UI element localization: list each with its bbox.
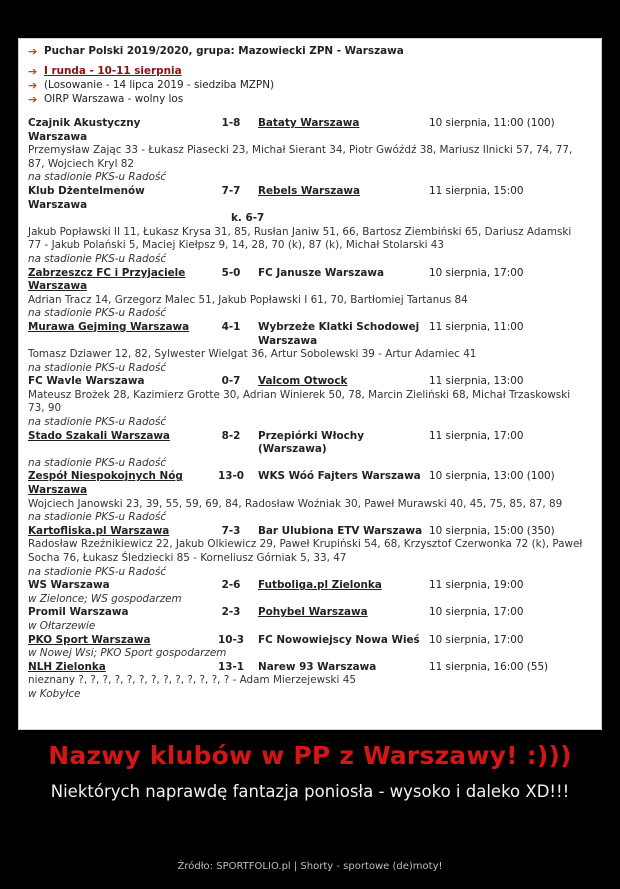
match-row bbox=[28, 267, 594, 294]
match-row bbox=[28, 321, 594, 348]
goal-scorers: 77 - Jakub Polański 5, Maciej Kiełpsz 9, 14, 28, 70 (k), 87 (k), Michał Stolarski 43 bbox=[28, 239, 444, 252]
home-team-name-line: Zespół Niespokojnych Nóg bbox=[28, 470, 183, 483]
home-team-name-line: WS Warszawa bbox=[28, 579, 110, 592]
header-line bbox=[28, 65, 594, 79]
arrow-right-icon: ➔ bbox=[28, 65, 38, 79]
home-team[interactable] bbox=[28, 430, 204, 444]
match-venue: w Nowej Wsi; PKO Sport gospodarzem bbox=[28, 647, 227, 660]
away-team bbox=[258, 321, 429, 348]
match-venue: na stadionie PKS-u Radość bbox=[28, 252, 167, 265]
header-line bbox=[28, 93, 594, 107]
match-row bbox=[28, 185, 594, 212]
match-date: 11 sierpnia, 11:00 bbox=[429, 320, 524, 333]
match-score: 5-0 bbox=[221, 266, 241, 279]
match-date: 11 sierpnia, 16:00 (55) bbox=[429, 660, 549, 673]
home-team-name-line: Warszawa bbox=[28, 484, 88, 497]
match-score: 2-3 bbox=[221, 606, 241, 619]
away-team-name-line: Futboliga.pl Zielonka bbox=[258, 579, 382, 592]
header-text: (Losowanie - 14 lipca 2019 - siedziba MZPN) bbox=[44, 79, 275, 92]
home-team-name-line: Promil Warszawa bbox=[28, 606, 129, 619]
match-row bbox=[28, 579, 594, 593]
match-score: 8-2 bbox=[221, 429, 241, 442]
match-row bbox=[28, 525, 594, 539]
away-team bbox=[258, 267, 429, 281]
home-team[interactable] bbox=[28, 525, 204, 539]
goal-scorers: Wojciech Janowski 23, 39, 55, 59, 69, 84, Radosław Woźniak 30, Paweł Murawski 40, 45, 75, 85, 87, 89 bbox=[28, 497, 563, 510]
home-team-name-line: PKO Sport Warszawa bbox=[28, 633, 151, 646]
home-team[interactable] bbox=[28, 661, 204, 675]
match-entry bbox=[28, 579, 594, 606]
home-team-name-line: Warszawa bbox=[28, 198, 88, 211]
match-entry bbox=[28, 606, 594, 633]
home-team[interactable] bbox=[28, 267, 204, 294]
match-score: 7-3 bbox=[221, 524, 241, 537]
match-score: 10-3 bbox=[217, 633, 244, 646]
source-credit: Źródło: SPORTFOLIO.pl | Shorty - sportowe (de)moty! bbox=[177, 861, 443, 872]
match-venue: na stadionie PKS-u Radość bbox=[28, 565, 167, 578]
penalty-result: k. 6-7 bbox=[231, 212, 265, 225]
away-team[interactable] bbox=[258, 579, 429, 593]
away-team bbox=[258, 525, 429, 539]
match-date: 10 sierpnia, 13:00 (100) bbox=[429, 470, 555, 483]
away-team-name-line: Bar Ulubiona ETV Warszawa bbox=[258, 524, 423, 537]
match-date: 10 sierpnia, 17:00 bbox=[429, 606, 524, 619]
match-entry bbox=[28, 525, 594, 579]
match-date: 10 sierpnia, 11:00 (100) bbox=[429, 117, 555, 129]
match-entry bbox=[28, 470, 594, 524]
goal-scorers: Radosław Rzeźnikiewicz 22, Jakub Olkiewicz 29, Paweł Krupiński 54, 68, Krzysztof Czerwonka 72 (k), Paweł bbox=[28, 538, 583, 551]
home-team bbox=[28, 606, 204, 620]
away-team-name-line: Przepiórki Włochy bbox=[258, 429, 364, 442]
home-team bbox=[28, 375, 204, 389]
match-score: 0-7 bbox=[221, 375, 241, 388]
match-row bbox=[28, 606, 594, 620]
away-team-name-line: Narew 93 Warszawa bbox=[258, 660, 377, 673]
match-row bbox=[28, 430, 594, 457]
away-team-name-line: Rebels Warszawa bbox=[258, 184, 360, 197]
away-team-name-line: FC Nowowiejscy Nowa Wieś bbox=[258, 633, 420, 646]
match-entry bbox=[28, 661, 594, 702]
away-team-name-line: Pohybel Warszawa bbox=[258, 606, 368, 619]
home-team-name-line: Warszawa bbox=[28, 130, 88, 143]
home-team-name-line: Kartofliska.pl Warszawa bbox=[28, 524, 170, 537]
match-score: 4-1 bbox=[221, 320, 241, 333]
caption-subtitle: Niektórych naprawdę fantazja poniosła - wysoko i daleko XD!!! bbox=[50, 782, 570, 801]
match-venue: na stadionie PKS-u Radość bbox=[28, 307, 167, 320]
home-team-name-line: NLH Zielonka bbox=[28, 660, 106, 673]
match-entry bbox=[28, 185, 594, 267]
away-team[interactable] bbox=[258, 606, 429, 620]
home-team-name-line: Murawa Gejming Warszawa bbox=[28, 320, 190, 333]
home-team-name-line: FC Wavle Warszawa bbox=[28, 375, 145, 388]
away-team-name-line: Wybrzeże Klatki Schodowej bbox=[258, 320, 420, 333]
away-team-name-line: FC Janusze Warszawa bbox=[258, 266, 384, 279]
match-score: 1-8 bbox=[221, 117, 241, 129]
header-line bbox=[28, 79, 594, 93]
header-text: Puchar Polski 2019/2020, grupa: Mazowiecki ZPN - Warszawa bbox=[44, 45, 404, 58]
match-venue: na stadionie PKS-u Radość bbox=[28, 171, 167, 184]
away-team-name-line: Warszawa bbox=[258, 334, 318, 347]
match-entry bbox=[28, 321, 594, 375]
away-team-name-line: Valcom Otwock bbox=[258, 375, 348, 388]
home-team-name-line: Stado Szakali Warszawa bbox=[28, 429, 170, 442]
goal-scorers: 73, 90 bbox=[28, 402, 62, 415]
header-line bbox=[28, 45, 594, 59]
match-date: 11 sierpnia, 15:00 bbox=[429, 184, 524, 197]
goal-scorers: nieznany ?, ?, ?, ?, ?, ?, ?, ?, ?, ?, ?, ?, ? - Adam Mierzejewski 45 bbox=[28, 674, 356, 687]
goal-scorers: Adrian Tracz 14, Grzegorz Malec 51, Jakub Popławski I 61, 70, Bartłomiej Tartanus 84 bbox=[28, 293, 468, 306]
match-venue: w Ołtarzewie bbox=[28, 619, 96, 632]
match-row bbox=[28, 117, 594, 144]
away-team bbox=[258, 634, 429, 648]
match-date: 10 sierpnia, 17:00 bbox=[429, 266, 524, 279]
match-venue: w Kobyłce bbox=[28, 687, 81, 700]
match-score: 2-6 bbox=[221, 579, 241, 592]
match-venue: na stadionie PKS-u Radość bbox=[28, 511, 167, 524]
match-score: 7-7 bbox=[221, 184, 241, 197]
away-team-name-line: (Warszawa) bbox=[258, 443, 327, 456]
match-row bbox=[28, 470, 594, 497]
away-team bbox=[258, 661, 429, 675]
goal-scorers: Tomasz Dziawer 12, 82, Sylwester Wielgat 36, Artur Sobolewski 39 - Artur Adamiec 41 bbox=[28, 348, 477, 361]
home-team-name-line: Warszawa bbox=[28, 280, 88, 293]
round-link[interactable]: I runda - 10-11 sierpnia bbox=[44, 65, 182, 78]
match-venue: na stadionie PKS-u Radość bbox=[28, 361, 167, 374]
match-entry bbox=[28, 634, 594, 661]
match-entry bbox=[28, 117, 594, 185]
match-date: 10 sierpnia, 17:00 bbox=[429, 633, 524, 646]
away-team-name-line: Bataty Warszawa bbox=[258, 117, 360, 129]
match-row bbox=[28, 661, 594, 675]
goal-scorers: Mateusz Brożek 28, Kazimierz Grotte 30, Adrian Winierek 50, 78, Marcin Zieliński 68, Michał Trzaskowski bbox=[28, 388, 571, 401]
away-team[interactable] bbox=[258, 185, 429, 199]
goal-scorers: Jakub Popławski II 11, Łukasz Krysa 31, 85, Rusłan Janiw 51, 66, Bartosz Ziembiński 65, Dariusz Adamski bbox=[28, 225, 572, 238]
arrow-right-icon: ➔ bbox=[28, 79, 38, 93]
match-row bbox=[28, 634, 594, 648]
home-team bbox=[28, 579, 204, 593]
home-team-name-line: Zabrzeszcz FC i Przyjaciele bbox=[28, 266, 186, 279]
screenshot-panel bbox=[18, 38, 602, 730]
goal-scorers: Socha 76, Łukasz Śledziecki 85 - Korneliusz Górniak 5, 33, 47 bbox=[28, 552, 347, 564]
match-score: 13-0 bbox=[217, 470, 244, 483]
match-venue: na stadionie PKS-u Radość bbox=[28, 416, 167, 429]
away-team[interactable] bbox=[258, 375, 429, 389]
match-entry bbox=[28, 430, 594, 471]
results-table bbox=[19, 39, 602, 702]
arrow-right-icon: ➔ bbox=[28, 45, 38, 59]
match-entry bbox=[28, 375, 594, 429]
match-row bbox=[28, 375, 594, 389]
goal-scorers: Przemysław Zając 33 - Łukasz Piasecki 23, Michał Sierant 34, Piotr Gwóźdź 38, Mariusz Ilnicki 57, 74, 77, bbox=[28, 144, 573, 157]
home-team-name-line: Klub Dżentelmenów bbox=[28, 184, 145, 197]
home-team[interactable] bbox=[28, 634, 204, 648]
match-entry bbox=[28, 267, 594, 321]
home-team-name-line: Czajnik Akustyczny bbox=[28, 117, 141, 129]
match-date: 11 sierpnia, 19:00 bbox=[429, 579, 524, 592]
match-venue: w Zielonce; WS gospodarzem bbox=[28, 592, 182, 605]
away-team bbox=[258, 470, 429, 484]
header-text: OIRP Warszawa - wolny los bbox=[44, 93, 184, 106]
home-team[interactable] bbox=[28, 470, 204, 497]
home-team bbox=[28, 185, 204, 212]
match-score: 13-1 bbox=[217, 660, 244, 673]
home-team bbox=[28, 117, 204, 144]
round-header bbox=[28, 45, 594, 107]
match-date: 11 sierpnia, 17:00 bbox=[429, 429, 524, 442]
away-team[interactable] bbox=[258, 117, 429, 131]
home-team[interactable] bbox=[28, 321, 204, 335]
match-list bbox=[28, 117, 594, 702]
match-venue: na stadionie PKS-u Radość bbox=[28, 456, 167, 469]
arrow-right-icon: ➔ bbox=[28, 93, 38, 107]
caption-title: Nazwy klubów w PP z Warszawy! :))) bbox=[48, 741, 572, 770]
match-date: 10 sierpnia, 15:00 (350) bbox=[429, 524, 555, 537]
match-date: 11 sierpnia, 13:00 bbox=[429, 375, 524, 388]
goal-scorers: 87, Wojciech Kryl 82 bbox=[28, 157, 134, 170]
away-team bbox=[258, 430, 429, 457]
away-team-name-line: WKS Wóó Fajters Warszawa bbox=[258, 470, 421, 483]
